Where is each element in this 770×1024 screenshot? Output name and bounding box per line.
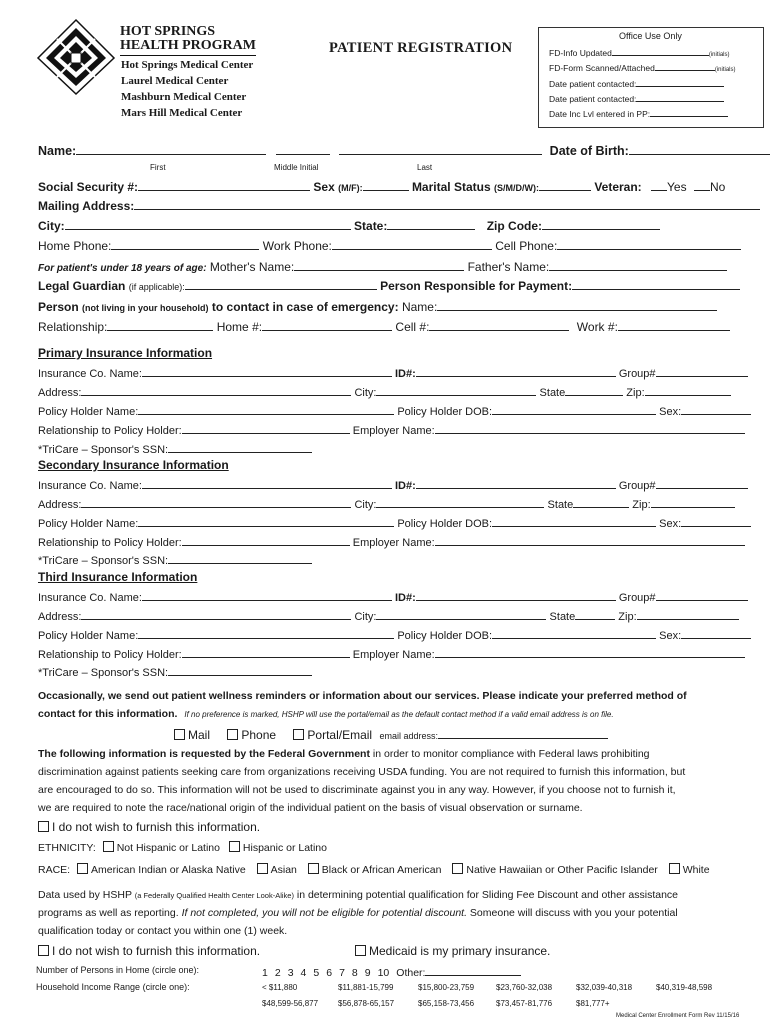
section-title: Primary Insurance Information: [38, 346, 213, 360]
relationship-label: Relationship to Policy Holder:: [38, 425, 182, 437]
not-hispanic-checkbox[interactable]: [103, 841, 114, 852]
tricare-label: *TriCare – Sponsor's SSN:: [38, 667, 169, 679]
sliding-decline-label: I do not wish to furnish this information.: [52, 944, 261, 958]
office-line-label: FD-Info Updated: [549, 48, 612, 58]
state-label: State: [547, 499, 574, 511]
employer-field[interactable]: [435, 422, 745, 434]
holder-name-field[interactable]: [138, 515, 394, 527]
first-name-field[interactable]: [76, 143, 266, 155]
zip-field[interactable]: [645, 384, 731, 396]
mail-label: Mail: [188, 728, 211, 742]
holder-dob-label: Policy Holder DOB:: [397, 630, 493, 642]
sliding-decline-checkbox[interactable]: [38, 945, 49, 956]
hispanic-checkbox[interactable]: [229, 841, 240, 852]
persons-option[interactable]: 8: [351, 967, 358, 979]
insurance-co-label: Insurance Co. Name:: [38, 368, 142, 380]
race-black-checkbox[interactable]: [308, 863, 319, 874]
other-field[interactable]: [425, 964, 521, 976]
group-label: Group#: [618, 368, 656, 380]
medicaid-label: Medicaid is my primary insurance.: [369, 944, 551, 958]
employer-field[interactable]: [435, 534, 745, 546]
home-phone-field[interactable]: [111, 238, 259, 250]
cell-number-field[interactable]: [429, 319, 569, 331]
veteran-no-field[interactable]: [694, 179, 710, 191]
income-option[interactable]: $11,881-15,799: [338, 983, 394, 992]
sliding-line3: qualification today or contact you within one (1) week.: [38, 925, 288, 937]
sex-label: Sex: [313, 180, 335, 194]
city-label: City:: [38, 219, 65, 233]
portal-email-label: Portal/Email: [307, 728, 373, 742]
center-4: Mars Hill Medical Center: [121, 107, 243, 119]
holder-dob-field[interactable]: [492, 403, 656, 415]
work-phone-field[interactable]: [332, 238, 492, 250]
cell-number-label: Cell #:: [395, 320, 430, 334]
address-field[interactable]: [81, 384, 351, 396]
relationship-label: Relationship:: [38, 320, 108, 334]
holder-name-field[interactable]: [138, 627, 394, 639]
zip-label: Zip Code:: [486, 219, 543, 233]
relationship-label: Relationship to Policy Holder:: [38, 537, 182, 549]
federal-decline-checkbox[interactable]: [38, 821, 49, 832]
tricare-label: *TriCare – Sponsor's SSN:: [38, 555, 169, 567]
income-option[interactable]: $81,777+: [576, 999, 610, 1008]
city-field[interactable]: [376, 496, 544, 508]
sliding-line1a: Data used by HSHP: [38, 889, 132, 901]
id-field[interactable]: [416, 477, 616, 489]
ethnicity-label: ETHNICITY:: [38, 842, 96, 854]
address-field[interactable]: [81, 608, 351, 620]
office-use-title: Office Use Only: [619, 31, 682, 41]
income-option[interactable]: $65,158-73,456: [418, 999, 475, 1008]
sex-field[interactable]: [681, 627, 751, 639]
persons-option[interactable]: 7: [339, 967, 345, 979]
income-option[interactable]: $48,599-56,877: [262, 999, 319, 1008]
persons-option[interactable]: 4: [300, 967, 307, 979]
mailing-address-field[interactable]: [134, 198, 760, 210]
id-field[interactable]: [416, 589, 616, 601]
responsible-label: Person Responsible for Payment:: [380, 279, 573, 293]
ssn-label: Social Security #:: [38, 180, 139, 194]
city-field[interactable]: [65, 218, 351, 230]
emergency-name-label: Name:: [401, 300, 438, 314]
relationship-field[interactable]: [107, 319, 213, 331]
city-field[interactable]: [376, 384, 536, 396]
federal-line4: we are required to note the race/national origin of the individual patient on the basis of visual observation or surname.: [38, 802, 583, 814]
center-1: Hot Springs Medical Center: [121, 59, 254, 71]
income-label: Household Income Range (circle one):: [36, 982, 190, 992]
race-white-checkbox[interactable]: [669, 863, 680, 874]
sex-field[interactable]: [681, 403, 751, 415]
race-american-indian-label: American Indian or Alaska Native: [91, 864, 246, 876]
tricare-field[interactable]: [168, 441, 312, 453]
group-field[interactable]: [656, 477, 748, 489]
mail-checkbox[interactable]: [174, 729, 185, 740]
work-number-label: Work #:: [576, 320, 618, 334]
sex-field[interactable]: [681, 515, 751, 527]
group-field[interactable]: [656, 365, 748, 377]
middle-caption: Middle Initial: [274, 163, 319, 172]
other-label: Other:: [396, 967, 426, 979]
income-option[interactable]: $40,319-48,598: [656, 983, 713, 992]
race-asian-checkbox[interactable]: [257, 863, 268, 874]
middle-initial-field[interactable]: [276, 143, 330, 155]
name-label: Name:: [38, 144, 77, 158]
tricare-field[interactable]: [168, 664, 312, 676]
dob-field[interactable]: [629, 143, 770, 155]
insurance-co-field[interactable]: [142, 477, 392, 489]
ssn-field[interactable]: [138, 179, 310, 191]
yes-label: Yes: [667, 180, 687, 194]
group-label: Group#: [618, 480, 656, 492]
income-option[interactable]: < $11,880: [262, 983, 298, 992]
income-option[interactable]: $15,800-23,759: [418, 983, 475, 992]
holder-dob-label: Policy Holder DOB:: [397, 406, 493, 418]
persons-option[interactable]: 5: [313, 967, 320, 979]
holder-name-field[interactable]: [138, 403, 394, 415]
holder-name-label: Policy Holder Name:: [38, 406, 139, 418]
work-phone-label: Work Phone:: [262, 239, 332, 253]
sliding-line2c: Someone will discuss with you your potential: [469, 907, 678, 919]
group-field[interactable]: [656, 589, 748, 601]
zip-field[interactable]: [637, 608, 739, 620]
sex-label: Sex:: [659, 630, 682, 642]
contact-pref-intro: Occasionally, we send out patient wellness reminders or information about our services. Please indicate your preferred method of: [38, 690, 687, 702]
city-label: City:: [354, 499, 377, 511]
sliding-line2b: If not completed, you will not be eligible for potential discount.: [181, 907, 467, 919]
guardian-field[interactable]: [185, 278, 377, 290]
dob-label: Date of Birth:: [549, 144, 629, 158]
work-number-field[interactable]: [618, 319, 730, 331]
race-american-indian-checkbox[interactable]: [77, 863, 88, 874]
holder-dob-field[interactable]: [492, 627, 656, 639]
not-living-label: (not living in your household): [82, 303, 209, 313]
city-field[interactable]: [376, 608, 546, 620]
federal-decline-label: I do not wish to furnish this information.: [52, 820, 261, 834]
relationship-label: Relationship to Policy Holder:: [38, 649, 182, 661]
responsible-field[interactable]: [572, 278, 740, 290]
emergency-person-label: Person: [38, 300, 79, 314]
insurance-co-field[interactable]: [142, 365, 392, 377]
state-field[interactable]: [573, 496, 629, 508]
logo-quilt-icon: [36, 18, 116, 96]
state-label: State: [539, 387, 566, 399]
employer-label: Employer Name:: [352, 649, 435, 661]
center-3: Mashburn Medical Center: [121, 91, 247, 103]
employer-field[interactable]: [435, 646, 745, 658]
zip-label: Zip:: [626, 387, 645, 399]
sex-label: Sex:: [659, 518, 682, 530]
race-hawaiian-label: Native Hawaiian or Other Pacific Islander: [466, 864, 658, 876]
zip-label: Zip:: [618, 611, 637, 623]
persons-option[interactable]: 6: [326, 967, 333, 979]
home-number-field[interactable]: [262, 319, 392, 331]
holder-name-label: Policy Holder Name:: [38, 630, 139, 642]
mailing-address-label: Mailing Address:: [38, 199, 135, 213]
email-address-field[interactable]: [438, 727, 608, 739]
holder-name-label: Policy Holder Name:: [38, 518, 139, 530]
federal-line2: discrimination against patients seeking care from organizations receiving USDA funding. You are not required to furnish this information, but: [38, 766, 686, 778]
zip-field[interactable]: [651, 496, 735, 508]
employer-label: Employer Name:: [352, 425, 435, 437]
city-label: City:: [354, 387, 377, 399]
section-title: Secondary Insurance Information: [38, 458, 229, 472]
footer-form-rev: Medical Center Enrollment Form Rev 11/15/16: [616, 1013, 740, 1019]
sliding-line1c: in determining potential qualification for Sliding Fee Discount and other assistance: [296, 889, 679, 901]
sex-options: (M/F):: [338, 183, 363, 193]
org-name-line1: HOT SPRINGS: [120, 24, 216, 39]
minor-label: For patient's under 18 years of age:: [38, 263, 207, 274]
sliding-line2a: programs as well as reporting.: [38, 907, 179, 919]
race-label: RACE:: [38, 864, 71, 876]
cell-phone-label: Cell Phone:: [495, 239, 558, 253]
race-black-label: Black or African American: [321, 864, 442, 876]
persons-option[interactable]: 1: [262, 967, 268, 979]
insurance-co-label: Insurance Co. Name:: [38, 592, 142, 604]
hispanic-label: Hispanic or Latino: [242, 842, 327, 854]
state-field[interactable]: [575, 608, 615, 620]
sex-label: Sex:: [659, 406, 682, 418]
relationship-field[interactable]: [182, 422, 350, 434]
state-label: State:: [354, 219, 388, 233]
sex-field[interactable]: [363, 179, 409, 191]
relationship-field[interactable]: [182, 646, 350, 658]
last-caption: Last: [417, 163, 433, 172]
center-2: Laurel Medical Center: [121, 75, 229, 87]
zip-label: Zip:: [632, 499, 651, 511]
persons-label: Number of Persons in Home (circle one):: [36, 965, 200, 975]
email-address-label: email address:: [379, 731, 438, 741]
race-asian-label: Asian: [270, 864, 297, 876]
group-label: Group#: [618, 592, 656, 604]
section-title: Third Insurance Information: [38, 570, 198, 584]
persons-option[interactable]: 10: [377, 967, 390, 979]
federal-line1: in order to monitor compliance with Federal laws prohibiting: [372, 748, 650, 760]
insurance-co-field[interactable]: [142, 589, 392, 601]
org-name-line2: HEALTH PROGRAM: [120, 38, 256, 56]
contact-pref-intro2: contact for this information.: [38, 708, 178, 720]
income-option[interactable]: $23,760-32,038: [496, 983, 553, 992]
office-line-label: Date patient contacted:: [549, 79, 637, 89]
income-option[interactable]: $56,878-65,157: [338, 999, 395, 1008]
relationship-field[interactable]: [182, 534, 350, 546]
mother-name-label: Mother's Name:: [209, 260, 295, 274]
medicaid-checkbox[interactable]: [355, 945, 366, 956]
persons-option[interactable]: 3: [287, 967, 294, 979]
mother-name-field[interactable]: [294, 259, 464, 271]
no-label: No: [709, 180, 726, 194]
marital-field[interactable]: [539, 179, 591, 191]
marital-label: Marital Status: [411, 180, 491, 194]
emergency-contact-label: to contact in case of emergency:: [211, 300, 399, 314]
persons-option[interactable]: 2: [274, 967, 281, 979]
id-label: ID#:: [395, 592, 416, 604]
cell-phone-field[interactable]: [557, 238, 741, 250]
contact-pref-note: If no preference is marked, HSHP will use the portal/email as the default contact method if a valid email address is on file.: [184, 710, 614, 719]
address-field[interactable]: [81, 496, 351, 508]
address-label: Address:: [38, 387, 82, 399]
father-name-field[interactable]: [549, 259, 727, 271]
office-line-suffix: (initials): [714, 67, 736, 73]
income-option[interactable]: $32,039-40,318: [576, 983, 633, 992]
phone-label: Phone: [241, 728, 277, 742]
federal-lead: The following information is requested by the Federal Government: [38, 748, 370, 760]
income-option[interactable]: $73,457-81,776: [496, 999, 553, 1008]
address-label: Address:: [38, 611, 82, 623]
race-white-label: White: [682, 864, 710, 876]
id-label: ID#:: [395, 480, 416, 492]
insurance-co-label: Insurance Co. Name:: [38, 480, 142, 492]
not-hispanic-label: Not Hispanic or Latino: [116, 842, 220, 854]
veteran-label: Veteran:: [594, 180, 642, 194]
race-hawaiian-checkbox[interactable]: [452, 863, 463, 874]
holder-dob-field[interactable]: [492, 515, 656, 527]
last-name-field[interactable]: [339, 143, 542, 155]
id-label: ID#:: [395, 368, 416, 380]
city-label: City:: [354, 611, 377, 623]
office-use-box: [538, 27, 764, 128]
zip-field[interactable]: [542, 218, 660, 230]
holder-dob-label: Policy Holder DOB:: [397, 518, 493, 530]
sliding-line1b: (a Federally Qualified Health Center Look-Alike): [134, 891, 294, 900]
state-label: State: [549, 611, 576, 623]
office-line-label: FD-Form Scanned/Attached: [549, 63, 655, 73]
state-field[interactable]: [387, 218, 475, 230]
office-line-label: Date Inc Lvl entered in PP:: [549, 109, 651, 119]
page-title: PATIENT REGISTRATION: [329, 40, 513, 56]
emergency-name-field[interactable]: [437, 299, 717, 311]
federal-line3: are encouraged to do so. This information will not be used to discriminate against you in any way. However, if you choose not to furnish it,: [38, 784, 676, 796]
veteran-yes-field[interactable]: [651, 179, 667, 191]
id-field[interactable]: [416, 365, 616, 377]
office-line-label: Date patient contacted:: [549, 94, 637, 104]
father-name-label: Father's Name:: [467, 260, 550, 274]
home-number-label: Home #:: [216, 320, 263, 334]
marital-options: (S/M/D/W):: [493, 183, 539, 193]
phone-checkbox[interactable]: [227, 729, 238, 740]
first-caption: First: [150, 163, 166, 172]
address-label: Address:: [38, 499, 82, 511]
persons-option[interactable]: 9: [364, 967, 371, 979]
tricare-label: *TriCare – Sponsor's SSN:: [38, 444, 169, 456]
portal-email-checkbox[interactable]: [293, 729, 304, 740]
employer-label: Employer Name:: [352, 537, 435, 549]
tricare-field[interactable]: [168, 552, 312, 564]
office-line-suffix: (initials): [708, 52, 730, 58]
state-field[interactable]: [565, 384, 623, 396]
guardian-label: Legal Guardian: [38, 279, 126, 293]
if-applicable-label: (if applicable):: [128, 282, 185, 292]
home-phone-label: Home Phone:: [38, 239, 112, 253]
